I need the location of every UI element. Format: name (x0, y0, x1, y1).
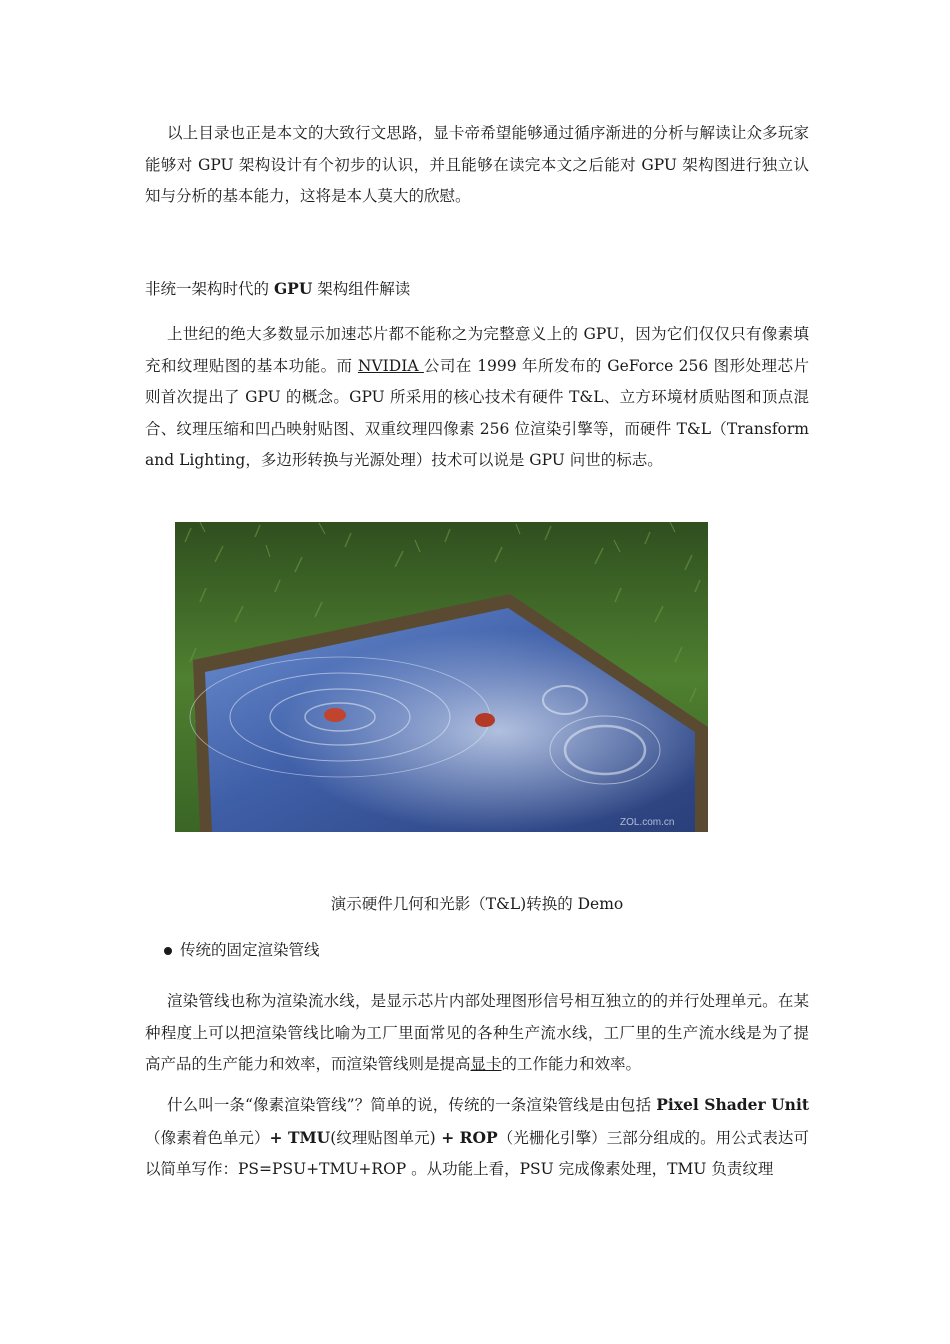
heading-prefix: 非统一架构时代的 (145, 280, 274, 298)
graphics-card-link[interactable]: 显卡 (470, 1055, 502, 1073)
para3-text-a: 渲染管线也称为渲染流水线，是显示芯片内部处理图形信号相互独立的的并行处理单元。在某种程度上可以把渲染管线比喻为工厂里面常见的各种生产流水线，工厂里的生产流水线是为了提高产品的生产能力和效率，而渲染管线则是提高 (145, 992, 809, 1073)
tl-demo-image (175, 522, 708, 832)
para4-bold-psu: Pixel Shader Unit (656, 1095, 809, 1114)
bullet-dot-icon (164, 947, 172, 955)
pixel-pipeline-paragraph (145, 1089, 809, 1186)
para2-text-a: 上世纪的绝大多数显示加速芯片都不能称之为完整意义上的 GPU，因为它们仅仅只有像素填充和纹理贴图的基本功能。而 (145, 325, 809, 375)
para4-text-3: (纹理贴图单元) (330, 1128, 436, 1147)
heading-bold: GPU (273, 279, 313, 298)
bullet-label: 传统的固定渲染管线 (180, 941, 320, 959)
gpu-history-paragraph (145, 319, 809, 477)
section-heading (145, 273, 410, 306)
figure-caption: 演示硬件几何和光影（T&L)转换的 Demo (330, 895, 624, 913)
para2-text-b: 公司在 1999 年所发布的 GeForce 256 图形处理芯片则首次提出了 GPU 的概念。GPU 所采用的核心技术有硬件 T&L、立方环境材质贴图和顶点混合、纹理压缩和凹凸映射贴图、双重纹理四像素 256 位渲染引擎等，而硬件 T&L（Transform and Lighting，多边形转换与光源处理）技术可以说是 GPU 问世的标志。 (145, 356, 809, 469)
para4-text-4: （光栅化引擎）三部分组成的。用公式表达可以简单写作：PS=PSU+TMU+ROP 。从功能上看，PSU 完成像素处理，TMU 负责纹理 (145, 1128, 809, 1178)
render-pipeline-paragraph (145, 986, 809, 1081)
nvidia-link[interactable]: NVIDIA (357, 356, 424, 375)
intro-paragraph: 以上目录也正是本文的大致行文思路，显卡帝希望能够通过循序渐进的分析与解读让众多玩家能够对 GPU 架构设计有个初步的认识，并且能够在读完本文之后能对 GPU 架构图进行独立认知与分析的基本能力，这将是本人莫大的欣慰。 (145, 124, 809, 205)
para4-text-2: （像素着色单元） (145, 1128, 270, 1147)
para4-bold-tmu: + TMU (269, 1127, 331, 1147)
para3-text-b: 的工作能力和效率。 (501, 1055, 642, 1073)
heading-suffix: 架构组件解读 (312, 280, 411, 298)
para4-text-1: 什么叫一条“像素渲染管线”？简单的说，传统的一条渲染管线是由包括 (167, 1096, 657, 1114)
image-watermark: ZOL.com.cn (620, 817, 675, 828)
bullet-item (164, 935, 320, 967)
water-ripple-illustration (175, 522, 708, 832)
para4-bold-rop: + ROP (435, 1127, 498, 1147)
red-leaf-right (475, 713, 495, 727)
red-leaf-left (324, 708, 346, 722)
